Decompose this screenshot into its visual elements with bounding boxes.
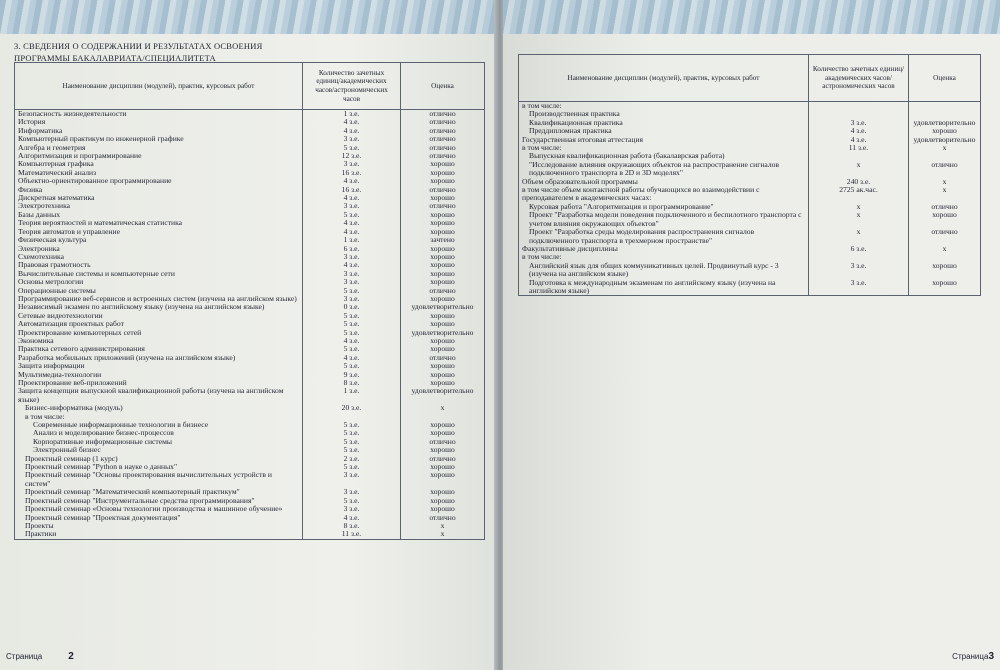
discipline-cell: Дискретная математика: [15, 194, 303, 202]
table-row: [15, 110, 485, 119]
discipline-cell: в том числе:: [519, 253, 809, 261]
grade-cell: [909, 102, 981, 111]
right-page-ornament: [503, 0, 1000, 34]
credits-cell: х: [809, 161, 909, 178]
credits-cell: 2 з.е.: [303, 455, 401, 463]
discipline-cell: в том числе:: [519, 102, 809, 111]
header-discipline: Наименование дисциплин (модулей), практик, курсовых работ: [519, 55, 809, 102]
table-row: [15, 245, 485, 253]
credits-cell: 3 з.е.: [809, 119, 909, 127]
right-course-table: [518, 54, 981, 296]
grade-cell: хорошо: [401, 345, 485, 353]
discipline-cell: Физика: [15, 186, 303, 194]
grade-cell: отлично: [401, 514, 485, 522]
right-page-label: Страница: [952, 652, 989, 661]
table-row: [519, 211, 981, 228]
discipline-cell: Информатика: [15, 127, 303, 135]
grade-cell: хорошо: [401, 228, 485, 236]
discipline-cell: Объем образовательной программы: [519, 178, 809, 186]
grade-cell: хорошо: [401, 429, 485, 437]
credits-cell: 5 з.е.: [303, 211, 401, 219]
credits-cell: 5 з.е.: [303, 446, 401, 454]
credits-cell: 4 з.е.: [303, 261, 401, 269]
discipline-cell: Защита информации: [15, 362, 303, 370]
discipline-cell: Государственная итоговая аттестация: [519, 136, 809, 144]
credits-cell: 4 з.е.: [303, 127, 401, 135]
grade-cell: отлично: [909, 203, 981, 211]
credits-cell: 3 з.е.: [303, 488, 401, 496]
credits-cell: 3 з.е.: [303, 253, 401, 261]
grade-cell: х: [909, 178, 981, 186]
table-row: [15, 270, 485, 278]
header-grade: Оценка: [401, 63, 485, 110]
credits-cell: 16 з.е.: [303, 186, 401, 194]
section-title: [14, 40, 262, 64]
discipline-cell: Схемотехника: [15, 253, 303, 261]
discipline-cell: Алгебра и геометрия: [15, 144, 303, 152]
grade-cell: отлично: [401, 438, 485, 446]
credits-cell: 11 з.е.: [303, 530, 401, 539]
credits-cell: 8 з.е.: [303, 522, 401, 530]
discipline-cell: Электронный бизнес: [15, 446, 303, 454]
table-row: [15, 236, 485, 244]
grade-cell: отлично: [401, 135, 485, 143]
credits-cell: 3 з.е.: [303, 202, 401, 210]
credits-cell: 5 з.е.: [303, 144, 401, 152]
table-row: [519, 186, 981, 203]
credits-cell: 5 з.е.: [303, 345, 401, 353]
credits-cell: 4 з.е.: [303, 194, 401, 202]
credits-cell: 5 з.е.: [303, 438, 401, 446]
discipline-cell: Проектный семинар «Основы технологии производства и машинное обучение»: [15, 505, 303, 513]
discipline-cell: История: [15, 118, 303, 126]
credits-cell: 3 з.е.: [809, 262, 909, 279]
table-row: [519, 161, 981, 178]
right-table-body: [519, 102, 981, 296]
right-page-number: 3: [988, 651, 994, 662]
table-row: [519, 136, 981, 144]
discipline-cell: Электротехника: [15, 202, 303, 210]
table-row: [15, 530, 485, 539]
header-credits: Количество зачетных единиц/академических часов/астрономических часов: [809, 55, 909, 102]
table-row: [15, 522, 485, 530]
credits-cell: 5 з.е.: [303, 429, 401, 437]
credits-cell: 6 з.е.: [809, 245, 909, 253]
table-row: [15, 177, 485, 185]
discipline-cell: "Исследование влияния окружающих объектов на распространение сигналов подключенного транспорта в 2D и 3D моделях": [519, 161, 809, 178]
grade-cell: удовлетворительно: [909, 136, 981, 144]
discipline-cell: Проектный семинар "Проектная документация": [15, 514, 303, 522]
grade-cell: хорошо: [401, 463, 485, 471]
discipline-cell: Выпускная квалификационная работа (бакалаврская работа): [519, 152, 809, 160]
grade-cell: хорошо: [401, 421, 485, 429]
grade-cell: хорошо: [401, 497, 485, 505]
credits-cell: 1 з.е.: [303, 110, 401, 119]
table-row: [15, 118, 485, 126]
grade-cell: отлично: [909, 228, 981, 245]
discipline-cell: Корпоративные информационные системы: [15, 438, 303, 446]
credits-cell: 8 з.е.: [303, 379, 401, 387]
discipline-cell: Проектный семинар "Python в науке о данных": [15, 463, 303, 471]
discipline-cell: в том числе объем контактной работы обучающихся во взаимодействии с преподавателем в академических часах:: [519, 186, 809, 203]
credits-cell: 0 з.е.: [303, 303, 401, 311]
credits-cell: 3 з.е.: [303, 278, 401, 286]
grade-cell: удовлетворительно: [909, 119, 981, 127]
left-course-table: [14, 62, 485, 540]
grade-cell: отлично: [401, 110, 485, 119]
discipline-cell: Вычислительные системы и компьютерные сети: [15, 270, 303, 278]
grade-cell: х: [909, 144, 981, 152]
discipline-cell: в том числе:: [15, 413, 303, 421]
grade-cell: удовлетворительно: [401, 387, 485, 404]
discipline-cell: Базы данных: [15, 211, 303, 219]
credits-cell: 3 з.е.: [303, 471, 401, 488]
credits-cell: 3 з.е.: [303, 270, 401, 278]
grade-cell: х: [401, 530, 485, 539]
credits-cell: 5 з.е.: [303, 287, 401, 295]
credits-cell: 11 з.е.: [809, 144, 909, 152]
grade-cell: удовлетворительно: [401, 329, 485, 337]
grade-cell: отлично: [401, 127, 485, 135]
grade-cell: хорошо: [401, 278, 485, 286]
grade-cell: хорошо: [401, 505, 485, 513]
grade-cell: хорошо: [401, 320, 485, 328]
table-row: [15, 471, 485, 488]
credits-cell: 5 з.е.: [303, 320, 401, 328]
discipline-cell: Экономика: [15, 337, 303, 345]
discipline-cell: Безопасность жизнедеятельности: [15, 110, 303, 119]
grade-cell: хорошо: [401, 219, 485, 227]
table-row: [15, 514, 485, 522]
discipline-cell: Проектный семинар "Инструментальные средства программирования": [15, 497, 303, 505]
credits-cell: 240 з.е.: [809, 178, 909, 186]
credits-cell: [809, 102, 909, 111]
discipline-cell: Курсовая работа "Алгоритмизация и программирование": [519, 203, 809, 211]
discipline-cell: Правовая грамотность: [15, 261, 303, 269]
credits-cell: 6 з.е.: [303, 245, 401, 253]
discipline-cell: Алгоритмизация и программирование: [15, 152, 303, 160]
grade-cell: хорошо: [401, 379, 485, 387]
grade-cell: хорошо: [909, 127, 981, 135]
discipline-cell: Современные информационные технологии в бизнесе: [15, 421, 303, 429]
credits-cell: х: [809, 228, 909, 245]
credits-cell: 2725 ак.час.: [809, 186, 909, 203]
grade-cell: отлично: [401, 118, 485, 126]
table-row: [15, 194, 485, 202]
discipline-cell: Проекты: [15, 522, 303, 530]
credits-cell: 3 з.е.: [303, 505, 401, 513]
table-row: [15, 202, 485, 210]
grade-cell: х: [909, 186, 981, 203]
grade-cell: хорошо: [401, 261, 485, 269]
grade-cell: хорошо: [401, 312, 485, 320]
discipline-cell: Основы метрологии: [15, 278, 303, 286]
discipline-cell: Преддипломная практика: [519, 127, 809, 135]
discipline-cell: Квалификационная практика: [519, 119, 809, 127]
grade-cell: х: [909, 245, 981, 253]
grade-cell: хорошо: [909, 262, 981, 279]
table-row: [519, 245, 981, 253]
table-row: [519, 228, 981, 245]
grade-cell: отлично: [401, 287, 485, 295]
table-row: [15, 404, 485, 412]
grade-cell: отлично: [401, 455, 485, 463]
header-grade: Оценка: [909, 55, 981, 102]
right-page-footer: [952, 651, 994, 662]
discipline-cell: Производственная практика: [519, 110, 809, 118]
discipline-cell: Электроника: [15, 245, 303, 253]
credits-cell: 4 з.е.: [303, 118, 401, 126]
credits-cell: 20 з.е.: [303, 404, 401, 412]
grade-cell: хорошо: [401, 194, 485, 202]
discipline-cell: Мультимедиа-технологии: [15, 371, 303, 379]
discipline-cell: Проектный семинар "Основы проектирования вычислительных устройств и систем": [15, 471, 303, 488]
discipline-cell: Программирование веб-сервисов и встроенных систем (изучена на английском языке): [15, 295, 303, 303]
grade-cell: хорошо: [401, 471, 485, 488]
discipline-cell: Практики: [15, 530, 303, 539]
discipline-cell: Операционные системы: [15, 287, 303, 295]
credits-cell: 4 з.е.: [303, 177, 401, 185]
discipline-cell: Факультативные дисциплины: [519, 245, 809, 253]
credits-cell: 12 з.е.: [303, 152, 401, 160]
discipline-cell: Проектный семинар (1 курс): [15, 455, 303, 463]
credits-cell: х: [809, 203, 909, 211]
discipline-cell: Проектирование компьютерных сетей: [15, 329, 303, 337]
credits-cell: 4 з.е.: [809, 127, 909, 135]
table-row: [15, 354, 485, 362]
left-page-number: 2: [68, 651, 74, 662]
grade-cell: хорошо: [401, 245, 485, 253]
discipline-cell: в том числе:: [519, 144, 809, 152]
grade-cell: удовлетворительно: [401, 303, 485, 311]
grade-cell: отлично: [909, 161, 981, 178]
grade-cell: отлично: [401, 202, 485, 210]
credits-cell: 16 з.е.: [303, 169, 401, 177]
credits-cell: 5 з.е.: [303, 497, 401, 505]
grade-cell: хорошо: [401, 371, 485, 379]
credits-cell: 4 з.е.: [303, 514, 401, 522]
discipline-cell: Практика сетевого администрирования: [15, 345, 303, 353]
table-row: [519, 279, 981, 296]
grade-cell: хорошо: [401, 253, 485, 261]
credits-cell: 5 з.е.: [303, 421, 401, 429]
grade-cell: хорошо: [401, 177, 485, 185]
credits-cell: 5 з.е.: [303, 362, 401, 370]
grade-cell: хорошо: [401, 160, 485, 168]
grade-cell: отлично: [401, 186, 485, 194]
discipline-cell: Компьютерная графика: [15, 160, 303, 168]
discipline-cell: Проект "Разработка среды моделирования распространения сигналов подключенного транспорта в трехмерном пространстве": [519, 228, 809, 245]
discipline-cell: Подготовка к международным экзаменам по английскому языку (изучена на английском языке): [519, 279, 809, 296]
discipline-cell: Автоматизация проектных работ: [15, 320, 303, 328]
header-discipline: Наименование дисциплин (модулей), практик, курсовых работ: [15, 63, 303, 110]
grade-cell: хорошо: [909, 211, 981, 228]
credits-cell: 3 з.е.: [303, 135, 401, 143]
grade-cell: хорошо: [401, 488, 485, 496]
discipline-cell: Проектирование веб-приложений: [15, 379, 303, 387]
discipline-cell: Теория автоматов и управление: [15, 228, 303, 236]
discipline-cell: Сетевые видеотехнологии: [15, 312, 303, 320]
discipline-cell: Теория вероятностей и математическая статистика: [15, 219, 303, 227]
grade-cell: хорошо: [401, 446, 485, 454]
credits-cell: 3 з.е.: [303, 295, 401, 303]
left-page-ornament: [0, 0, 497, 34]
left-page-footer: [6, 651, 74, 662]
discipline-cell: Проектный семинар "Математический компьютерный практикум": [15, 488, 303, 496]
grade-cell: зачтено: [401, 236, 485, 244]
credits-cell: 5 з.е.: [303, 312, 401, 320]
grade-cell: хорошо: [401, 211, 485, 219]
table-row: [15, 387, 485, 404]
credits-cell: 5 з.е.: [303, 329, 401, 337]
discipline-cell: Физическая культура: [15, 236, 303, 244]
section-title-line1: 3. СВЕДЕНИЯ О СОДЕРЖАНИИ И РЕЗУЛЬТАТАХ ОСВОЕНИЯ: [14, 41, 263, 51]
discipline-cell: Защита концепции выпускной квалификационной работы (изучена на английском языке): [15, 387, 303, 404]
discipline-cell: Математический анализ: [15, 169, 303, 177]
discipline-cell: Анализ и моделирование бизнес-процессов: [15, 429, 303, 437]
credits-cell: 1 з.е.: [303, 387, 401, 404]
grade-cell: хорошо: [401, 337, 485, 345]
grade-cell: хорошо: [401, 169, 485, 177]
discipline-cell: Независимый экзамен по английскому языку (изучена на английском языке): [15, 303, 303, 311]
discipline-cell: Разработка мобильных приложений (изучена на английском языке): [15, 354, 303, 362]
credits-cell: 4 з.е.: [303, 219, 401, 227]
header-credits: Количество зачетных единиц/академических часов/астрономических часов: [303, 63, 401, 110]
grade-cell: хорошо: [401, 362, 485, 370]
credits-cell: 9 з.е.: [303, 371, 401, 379]
grade-cell: отлично: [401, 354, 485, 362]
discipline-cell: Английский язык для общих коммуникативных целей. Продвинутый курс - 3 (изучена на английском языке): [519, 262, 809, 279]
left-page-label: Страница: [6, 652, 43, 661]
left-page: [0, 0, 497, 670]
discipline-cell: Проект "Разработка модели поведения подключенного и беспилотного транспорта с учетом влияния окружающих объектов": [519, 211, 809, 228]
credits-cell: 4 з.е.: [303, 354, 401, 362]
discipline-cell: Объектно-ориентированное программирование: [15, 177, 303, 185]
credits-cell: 1 з.е.: [303, 236, 401, 244]
credits-cell: х: [809, 211, 909, 228]
grade-cell: хорошо: [401, 270, 485, 278]
table-row: [15, 329, 485, 337]
grade-cell: отлично: [401, 152, 485, 160]
table-row: [519, 262, 981, 279]
grade-cell: отлично: [401, 144, 485, 152]
left-table-body: [15, 110, 485, 540]
grade-cell: х: [401, 404, 485, 412]
discipline-cell: Компьютерный практикум по инженерной графике: [15, 135, 303, 143]
grade-cell: хорошо: [909, 279, 981, 296]
credits-cell: 3 з.е.: [303, 160, 401, 168]
credits-cell: 5 з.е.: [303, 463, 401, 471]
section-title-line2: ПРОГРАММЫ БАКАЛАВРИАТА/СПЕЦИАЛИТЕТА: [14, 53, 216, 63]
grade-cell: х: [401, 522, 485, 530]
credits-cell: 4 з.е.: [303, 337, 401, 345]
grade-cell: хорошо: [401, 295, 485, 303]
credits-cell: 3 з.е.: [809, 279, 909, 296]
credits-cell: 4 з.е.: [809, 136, 909, 144]
credits-cell: 4 з.е.: [303, 228, 401, 236]
discipline-cell: Бизнес-информатика (модуль): [15, 404, 303, 412]
